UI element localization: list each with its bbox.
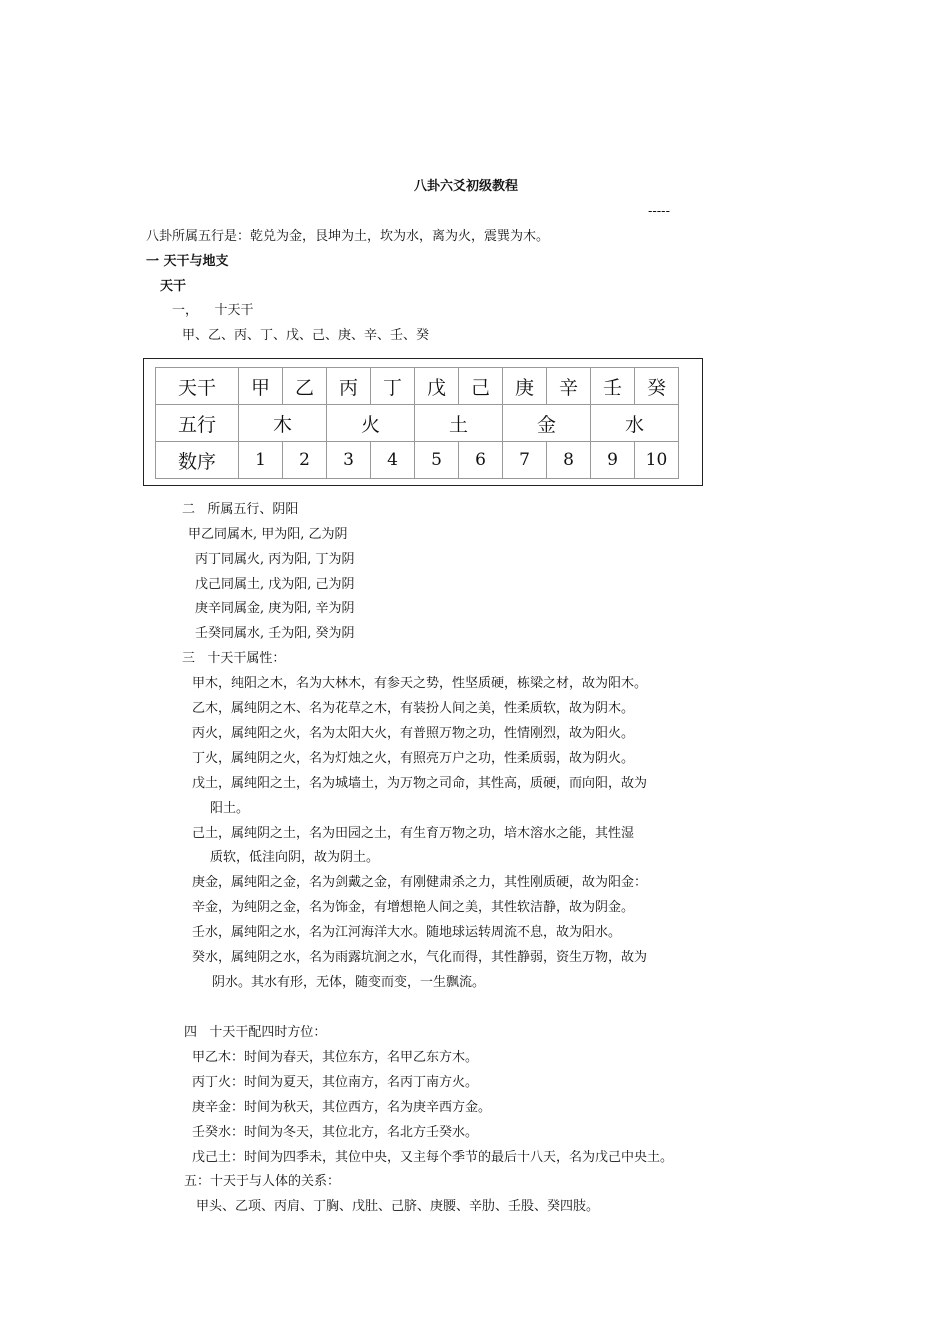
- table-cell: 丙: [327, 368, 371, 405]
- title-dashes: -----: [648, 204, 670, 219]
- table-row-label: 五行: [156, 405, 239, 442]
- table-cell: 4: [371, 442, 415, 479]
- part2-line: 丙丁同属火, 丙为阳, 丁为阴: [195, 552, 355, 567]
- part2-title: 二 所属五行、阴阳: [182, 502, 299, 517]
- part3-line: 甲木，纯阳之木，名为大林木，有参天之势，性坚质硬，栋梁之材，故为阳木。: [192, 676, 648, 691]
- table-cell: 甲: [239, 368, 283, 405]
- table-cell: 5: [415, 442, 459, 479]
- table-row-label: 天干: [156, 368, 239, 405]
- part4-line: 壬癸水：时间为冬天，其位北方，名北方壬癸水。: [192, 1125, 479, 1140]
- sub-heading-tiangan: 天干: [160, 279, 187, 294]
- part4-line: 戊己土：时间为四季未，其位中央，又主每个季节的最后十八天，名为戊己中央土。: [192, 1150, 674, 1165]
- table-cell: 7: [503, 442, 547, 479]
- part3-line: 戊土，属纯阳之土，名为城墙土，为万物之司命，其性高，质硬，而向阳，故为: [192, 776, 648, 791]
- part4-line: 丙丁火：时间为夏天，其位南方，名丙丁南方火。: [192, 1075, 479, 1090]
- part5-line: 甲头、乙项、丙肩、丁胸、戊肚、己脐、庚腰、辛肋、壬股、癸四肢。: [196, 1199, 600, 1214]
- table-cell: 2: [283, 442, 327, 479]
- table-cell: 壬: [591, 368, 635, 405]
- table-cell: 9: [591, 442, 635, 479]
- part2-line: 戊己同属土, 戊为阳, 己为阴: [195, 577, 355, 592]
- table-cell: 1: [239, 442, 283, 479]
- part3-line: 丁火，属纯阴之火，名为灯烛之火，有照亮万户之功，性柔质弱，故为阴火。: [192, 751, 635, 766]
- table-cell: 金: [503, 405, 591, 442]
- part1-stem-list: 甲、乙、丙、丁、戊、己、庚、辛、壬、癸: [182, 328, 430, 343]
- table-cell: 戊: [415, 368, 459, 405]
- part3-line: 质软，低洼向阴，故为阴土。: [210, 850, 380, 865]
- part3-title: 三 十天干属性：: [182, 651, 286, 666]
- part3-line: 丙火，属纯阳之火，名为太阳大火，有普照万物之功，性情刚烈，故为阳火。: [192, 726, 635, 741]
- table-row-label: 数序: [156, 442, 239, 479]
- table-cell: 水: [591, 405, 679, 442]
- table-row-numbers: [156, 442, 679, 479]
- intro-paragraph: 八卦所属五行是：乾兑为金，艮坤为土，坎为水，离为火，震巽为木。: [146, 229, 550, 244]
- part3-line: 乙木，属纯阴之木、名为花草之木，有装扮人间之美，性柔质软，故为阴木。: [192, 701, 635, 716]
- part3-line: 壬水，属纯阳之水，名为江河海洋大水。随地球运转周流不息，故为阳水。: [192, 925, 622, 940]
- table-cell: 辛: [547, 368, 591, 405]
- table-cell: 6: [459, 442, 503, 479]
- part5-title: 五：十天于与人体的关系：: [184, 1174, 341, 1189]
- table-cell: 木: [239, 405, 327, 442]
- document-title: 八卦六爻初级教程: [414, 179, 519, 194]
- part2-line: 甲乙同属木, 甲为阳, 乙为阴: [188, 527, 348, 542]
- part4-title: 四 十天干配四时方位：: [184, 1025, 327, 1040]
- table-cell: 火: [327, 405, 415, 442]
- part3-line: 庚金，属纯阳之金，名为剑戴之金，有刚健肃杀之力，其性刚质硬，故为阳金：: [192, 875, 648, 890]
- part3-line: 阳土。: [210, 801, 250, 816]
- part4-line: 甲乙木：时间为春天，其位东方，名甲乙东方木。: [192, 1050, 479, 1065]
- table-cell: 8: [547, 442, 591, 479]
- table-cell: 10: [635, 442, 679, 479]
- part3-line: 己土，属纯阴之土，名为田园之土，有生育万物之功，培木溶水之能，其性湿: [192, 826, 635, 841]
- table-cell: 己: [459, 368, 503, 405]
- part2-line: 庚辛同属金, 庚为阳, 辛为阴: [195, 601, 355, 616]
- section-heading: 一 天干与地支: [146, 254, 229, 269]
- table-cell: 3: [327, 442, 371, 479]
- part3-line: 阴水。其水有形，无体，随变而变，一生飘流。: [212, 975, 486, 990]
- table-cell: 丁: [371, 368, 415, 405]
- part3-line: 辛金，为纯阴之金，名为饰金，有增想艳人间之美，其性软洁静，故为阴金。: [192, 900, 635, 915]
- table-cell: 癸: [635, 368, 679, 405]
- part4-line: 庚辛金：时间为秋天，其位西方，名为庚辛西方金。: [192, 1100, 492, 1115]
- table-cell: 土: [415, 405, 503, 442]
- table-cell: 乙: [283, 368, 327, 405]
- table-cell: 庚: [503, 368, 547, 405]
- table-row-stems: [156, 368, 679, 405]
- part2-line: 壬癸同属水, 壬为阳, 癸为阴: [195, 626, 355, 641]
- part1-title: 一， 十天干: [172, 303, 254, 318]
- table-row-elements: [156, 405, 679, 442]
- heavenly-stems-table: [155, 367, 679, 479]
- part3-line: 癸水，属纯阴之水，名为雨露坑涧之水，气化而得，其性静弱，资生万物，故为: [192, 950, 648, 965]
